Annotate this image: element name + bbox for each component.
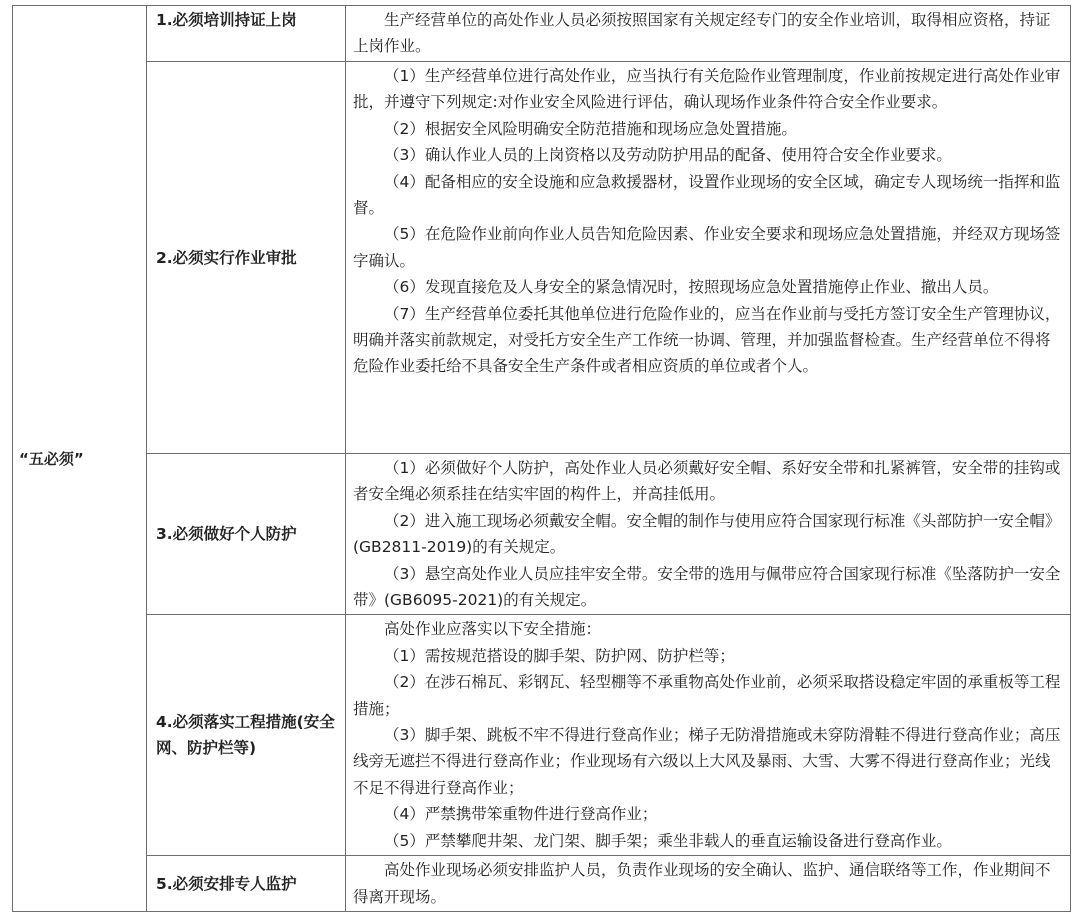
table-row <box>13 615 1071 856</box>
item-content <box>346 62 1071 454</box>
content-paragraph: （1）生产经营单位进行高处作业，应当执行有关危险作业管理制度，作业前按规定进行高处作业审批，并遵守下列规定:对作业安全风险进行评估，确认现场作业条件符合安全作业要求。 <box>353 67 1061 112</box>
content-paragraph: （3）悬空高处作业人员应挂牢安全带。安全带的选用与佩带应符合国家现行标准《坠落防护一安全带》(GB6095-2021)的有关规定。 <box>353 564 1061 610</box>
table-row <box>13 856 1071 912</box>
content-paragraph: （2）根据安全风险明确安全防范措施和现场应急处置措施。 <box>384 119 797 138</box>
item-title: 2.必须实行作业审批 <box>147 62 346 454</box>
content-paragraph: （7）生产经营单位委托其他单位进行危险作业的，应当在作业前与受托方签订安全生产管理协议，明确并落实前款规定，对受托方安全生产工作统一协调、管理，并加强监督检查。生产经营单位不得将危险作业委托给不具备安全生产条件或者相应资质的单位或者个人。 <box>353 304 1061 376</box>
category-cell: “五必须” <box>13 6 147 912</box>
item-title: 1.必须培训持证上岗 <box>147 6 346 62</box>
table-row <box>13 62 1071 454</box>
table-row <box>13 6 1071 62</box>
item-title: 5.必须安排专人监护 <box>147 856 346 912</box>
item-content <box>346 454 1071 615</box>
item-content <box>346 6 1071 62</box>
item-content <box>346 856 1071 912</box>
content-paragraph: 高处作业应落实以下安全措施： <box>384 620 602 639</box>
content-paragraph: （5）在危险作业前向作业人员告知危险因素、作业安全要求和现场应急处置措施，并经双方现场签字确认。 <box>353 225 1061 270</box>
content-paragraph: （4）配备相应的安全设施和应急救援器材，设置作业现场的安全区域，确定专人现场统一指挥和监督。 <box>353 172 1061 218</box>
content-paragraph: （1）需按规范搭设的脚手架、防护网、防护栏等； <box>384 646 735 665</box>
content-paragraph: （5）严禁攀爬井架、龙门架、脚手架；乘坐非载人的垂直运输设备进行登高作业。 <box>384 831 952 850</box>
content-paragraph: （3）脚手架、跳板不牢不得进行登高作业；梯子无防滑措施或未穿防滑鞋不得进行登高作业；高压线旁无遮拦不得进行登高作业；作业现场有六级以上大风及暴雨、大雪、大雾不得进行登高作业；光线不足不得进行登高作业； <box>353 726 1061 797</box>
item-title: 4.必须落实工程措施(安全网、防护栏等) <box>147 615 346 856</box>
content-paragraph: 生产经营单位的高处作业人员必须按照国家有关规定经专门的安全作业培训，取得相应资格，持证上岗作业。 <box>353 11 1051 56</box>
content-paragraph: 高处作业现场必须安排监护人员，负责作业现场的安全确认、监护、通信联络等工作，作业期间不得离开现场。 <box>353 861 1051 906</box>
item-content <box>346 615 1071 856</box>
five-musts-table <box>12 5 1071 912</box>
content-paragraph: （2）在涉石棉瓦、彩钢瓦、轻型棚等不承重物高处作业前，必须采取搭设稳定牢固的承重板等工程措施； <box>353 673 1061 718</box>
content-paragraph: （1）必须做好个人防护，高处作业人员必须戴好安全帽、系好安全带和扎紧裤管，安全带的挂钩或者安全绳必须系挂在结实牢固的构件上，并高挂低用。 <box>353 459 1061 504</box>
content-paragraph: （6）发现直接危及人身安全的紧急情况时，按照现场应急处置措施停止作业、撤出人员。 <box>384 278 999 297</box>
table-row <box>13 454 1071 615</box>
content-paragraph: （2）进入施工现场必须戴安全帽。安全帽的制作与使用应符合国家现行标准《头部防护一安全帽》(GB2811-2019)的有关规定。 <box>353 511 1061 557</box>
content-paragraph: （3）确认作业人员的上岗资格以及劳动防护用品的配备、使用符合安全作业要求。 <box>384 146 952 165</box>
content-paragraph: （4）严禁携带笨重物件进行登高作业； <box>384 805 658 824</box>
item-title: 3.必须做好个人防护 <box>147 454 346 615</box>
